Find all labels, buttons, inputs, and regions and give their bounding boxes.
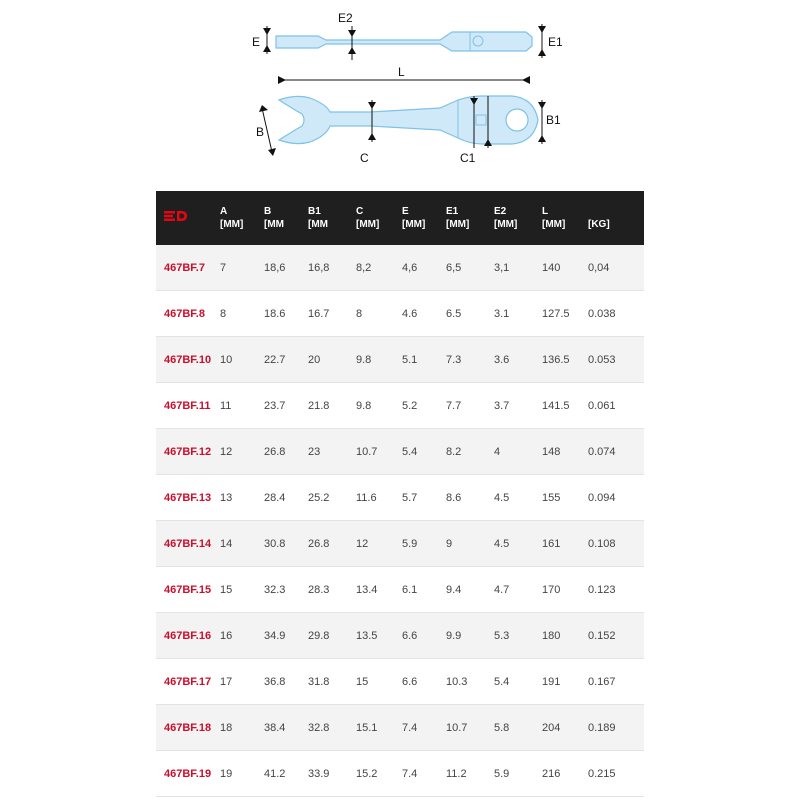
value-cell: 0.108 bbox=[588, 521, 644, 567]
reference-cell: 467BF.19 bbox=[156, 751, 220, 797]
value-cell: 7.3 bbox=[446, 337, 494, 383]
column-header-unit: [KG] bbox=[588, 219, 610, 230]
value-cell: 5.4 bbox=[494, 659, 542, 705]
facom-logo-icon bbox=[164, 210, 188, 222]
table-row bbox=[156, 521, 644, 567]
value-cell: 16.7 bbox=[308, 291, 356, 337]
value-cell: 33.9 bbox=[308, 751, 356, 797]
value-cell: 0.167 bbox=[588, 659, 644, 705]
value-cell: 4.7 bbox=[494, 567, 542, 613]
value-cell: 23 bbox=[308, 429, 356, 475]
value-cell: 34.9 bbox=[264, 613, 308, 659]
value-cell: 13.4 bbox=[356, 567, 402, 613]
value-cell: 7.4 bbox=[402, 705, 446, 751]
table-row bbox=[156, 245, 644, 291]
table-row bbox=[156, 751, 644, 797]
column-header bbox=[220, 191, 264, 245]
value-cell: 10.7 bbox=[356, 429, 402, 475]
value-cell: 191 bbox=[542, 659, 588, 705]
value-cell: 4.5 bbox=[494, 475, 542, 521]
table-header-row bbox=[156, 191, 644, 245]
value-cell: 127.5 bbox=[542, 291, 588, 337]
value-cell: 15.2 bbox=[356, 751, 402, 797]
value-cell: 170 bbox=[542, 567, 588, 613]
wrench-side-view bbox=[276, 32, 532, 51]
column-header-unit: [MM] bbox=[402, 219, 426, 230]
value-cell: 5.7 bbox=[402, 475, 446, 521]
table-row bbox=[156, 429, 644, 475]
reference-cell: 467BF.12 bbox=[156, 429, 220, 475]
value-cell: 14 bbox=[220, 521, 264, 567]
spec-table bbox=[156, 191, 644, 797]
value-cell: 161 bbox=[542, 521, 588, 567]
column-header-name: E bbox=[402, 206, 409, 217]
column-header-unit: [MM] bbox=[446, 219, 470, 230]
value-cell: 136.5 bbox=[542, 337, 588, 383]
label-b: B bbox=[256, 125, 265, 139]
column-header-name: B1 bbox=[308, 206, 321, 217]
value-cell: 7.7 bbox=[446, 383, 494, 429]
value-cell: 155 bbox=[542, 475, 588, 521]
value-cell: 216 bbox=[542, 751, 588, 797]
value-cell: 9.8 bbox=[356, 383, 402, 429]
value-cell: 18.6 bbox=[264, 291, 308, 337]
value-cell: 3,1 bbox=[494, 245, 542, 291]
column-header bbox=[494, 191, 542, 245]
value-cell: 5.9 bbox=[494, 751, 542, 797]
column-header-name: C bbox=[356, 206, 364, 217]
reference-cell: 467BF.10 bbox=[156, 337, 220, 383]
value-cell: 15 bbox=[220, 567, 264, 613]
value-cell: 17 bbox=[220, 659, 264, 705]
reference-cell: 467BF.7 bbox=[156, 245, 220, 291]
value-cell: 9.4 bbox=[446, 567, 494, 613]
value-cell: 0.215 bbox=[588, 751, 644, 797]
value-cell: 16,8 bbox=[308, 245, 356, 291]
value-cell: 20 bbox=[308, 337, 356, 383]
value-cell: 8 bbox=[220, 291, 264, 337]
table-row bbox=[156, 383, 644, 429]
value-cell: 13.5 bbox=[356, 613, 402, 659]
value-cell: 0.038 bbox=[588, 291, 644, 337]
value-cell: 30.8 bbox=[264, 521, 308, 567]
reference-cell: 467BF.11 bbox=[156, 383, 220, 429]
column-header-name: B bbox=[264, 206, 272, 217]
value-cell: 4.6 bbox=[402, 291, 446, 337]
value-cell: 5.2 bbox=[402, 383, 446, 429]
value-cell: 8.6 bbox=[446, 475, 494, 521]
value-cell: 32.8 bbox=[308, 705, 356, 751]
table-row bbox=[156, 613, 644, 659]
column-header-unit: [MM] bbox=[220, 219, 244, 230]
dimension-b bbox=[256, 105, 276, 156]
value-cell: 3.7 bbox=[494, 383, 542, 429]
value-cell: 31.8 bbox=[308, 659, 356, 705]
reference-cell: 467BF.15 bbox=[156, 567, 220, 613]
value-cell: 16 bbox=[220, 613, 264, 659]
value-cell: 29.8 bbox=[308, 613, 356, 659]
value-cell: 8 bbox=[356, 291, 402, 337]
value-cell: 7.4 bbox=[402, 751, 446, 797]
value-cell: 9 bbox=[446, 521, 494, 567]
value-cell: 0.094 bbox=[588, 475, 644, 521]
column-header bbox=[402, 191, 446, 245]
value-cell: 21.8 bbox=[308, 383, 356, 429]
column-header bbox=[588, 191, 644, 245]
value-cell: 18,6 bbox=[264, 245, 308, 291]
reference-cell: 467BF.17 bbox=[156, 659, 220, 705]
reference-cell: 467BF.8 bbox=[156, 291, 220, 337]
value-cell: 10.3 bbox=[446, 659, 494, 705]
table-row bbox=[156, 337, 644, 383]
value-cell: 10.7 bbox=[446, 705, 494, 751]
value-cell: 140 bbox=[542, 245, 588, 291]
column-header-unit: [MM] bbox=[494, 219, 518, 230]
dimension-b1 bbox=[538, 100, 561, 144]
value-cell: 9.9 bbox=[446, 613, 494, 659]
value-cell: 0.053 bbox=[588, 337, 644, 383]
column-header bbox=[264, 191, 308, 245]
value-cell: 9.8 bbox=[356, 337, 402, 383]
value-cell: 5.1 bbox=[402, 337, 446, 383]
value-cell: 22.7 bbox=[264, 337, 308, 383]
column-header bbox=[308, 191, 356, 245]
table-body bbox=[156, 245, 644, 797]
value-cell: 28.3 bbox=[308, 567, 356, 613]
value-cell: 10 bbox=[220, 337, 264, 383]
table-row bbox=[156, 291, 644, 337]
label-e2: E2 bbox=[338, 11, 353, 25]
table-row bbox=[156, 659, 644, 705]
wrench-top-view bbox=[279, 96, 538, 144]
value-cell: 0.074 bbox=[588, 429, 644, 475]
value-cell: 12 bbox=[356, 521, 402, 567]
column-header-unit: [MM] bbox=[356, 219, 380, 230]
label-b1: B1 bbox=[546, 113, 561, 127]
value-cell: 15 bbox=[356, 659, 402, 705]
dimension-e2 bbox=[338, 11, 356, 60]
value-cell: 0.123 bbox=[588, 567, 644, 613]
value-cell: 36.8 bbox=[264, 659, 308, 705]
value-cell: 15.1 bbox=[356, 705, 402, 751]
value-cell: 6.6 bbox=[402, 659, 446, 705]
value-cell: 8.2 bbox=[446, 429, 494, 475]
column-header-name: L bbox=[542, 206, 549, 217]
dimension-e1 bbox=[538, 24, 563, 58]
value-cell: 11 bbox=[220, 383, 264, 429]
reference-cell: 467BF.14 bbox=[156, 521, 220, 567]
value-cell: 19 bbox=[220, 751, 264, 797]
value-cell: 26.8 bbox=[264, 429, 308, 475]
value-cell: 5.9 bbox=[402, 521, 446, 567]
value-cell: 5.3 bbox=[494, 613, 542, 659]
value-cell: 0.152 bbox=[588, 613, 644, 659]
reference-cell: 467BF.13 bbox=[156, 475, 220, 521]
value-cell: 0,04 bbox=[588, 245, 644, 291]
label-e1: E1 bbox=[548, 35, 563, 49]
value-cell: 38.4 bbox=[264, 705, 308, 751]
column-header-name bbox=[588, 205, 644, 218]
value-cell: 7 bbox=[220, 245, 264, 291]
value-cell: 5.8 bbox=[494, 705, 542, 751]
value-cell: 0.189 bbox=[588, 705, 644, 751]
value-cell: 4 bbox=[494, 429, 542, 475]
wrench-dimension-diagram bbox=[0, 0, 800, 180]
value-cell: 4,6 bbox=[402, 245, 446, 291]
column-header bbox=[542, 191, 588, 245]
table-row bbox=[156, 475, 644, 521]
column-header-name: E1 bbox=[446, 206, 459, 217]
reference-cell: 467BF.18 bbox=[156, 705, 220, 751]
column-header-name: A bbox=[220, 206, 228, 217]
value-cell: 4.5 bbox=[494, 521, 542, 567]
value-cell: 0.061 bbox=[588, 383, 644, 429]
value-cell: 6,5 bbox=[446, 245, 494, 291]
dimension-c bbox=[360, 100, 376, 165]
value-cell: 3.1 bbox=[494, 291, 542, 337]
label-l: L bbox=[398, 65, 405, 79]
reference-cell: 467BF.16 bbox=[156, 613, 220, 659]
value-cell: 148 bbox=[542, 429, 588, 475]
value-cell: 26.8 bbox=[308, 521, 356, 567]
value-cell: 18 bbox=[220, 705, 264, 751]
value-cell: 5.4 bbox=[402, 429, 446, 475]
value-cell: 23.7 bbox=[264, 383, 308, 429]
label-c1: C1 bbox=[460, 151, 476, 165]
dimension-l bbox=[278, 65, 530, 84]
value-cell: 12 bbox=[220, 429, 264, 475]
value-cell: 11.2 bbox=[446, 751, 494, 797]
dimension-e bbox=[252, 26, 271, 54]
value-cell: 28.4 bbox=[264, 475, 308, 521]
column-header-unit: [MM bbox=[264, 219, 284, 230]
label-e: E bbox=[252, 35, 261, 49]
value-cell: 204 bbox=[542, 705, 588, 751]
value-cell: 6.6 bbox=[402, 613, 446, 659]
value-cell: 11.6 bbox=[356, 475, 402, 521]
value-cell: 41.2 bbox=[264, 751, 308, 797]
column-header-unit: [MM bbox=[308, 219, 328, 230]
column-header bbox=[446, 191, 494, 245]
value-cell: 8,2 bbox=[356, 245, 402, 291]
column-header bbox=[356, 191, 402, 245]
value-cell: 180 bbox=[542, 613, 588, 659]
table-row bbox=[156, 705, 644, 751]
value-cell: 141.5 bbox=[542, 383, 588, 429]
value-cell: 3.6 bbox=[494, 337, 542, 383]
header-logo bbox=[156, 191, 220, 245]
table-row bbox=[156, 567, 644, 613]
column-header-unit: [MM] bbox=[542, 219, 566, 230]
column-header-name: E2 bbox=[494, 206, 507, 217]
value-cell: 32.3 bbox=[264, 567, 308, 613]
value-cell: 6.5 bbox=[446, 291, 494, 337]
value-cell: 6.1 bbox=[402, 567, 446, 613]
label-c: C bbox=[360, 151, 369, 165]
value-cell: 13 bbox=[220, 475, 264, 521]
value-cell: 25.2 bbox=[308, 475, 356, 521]
